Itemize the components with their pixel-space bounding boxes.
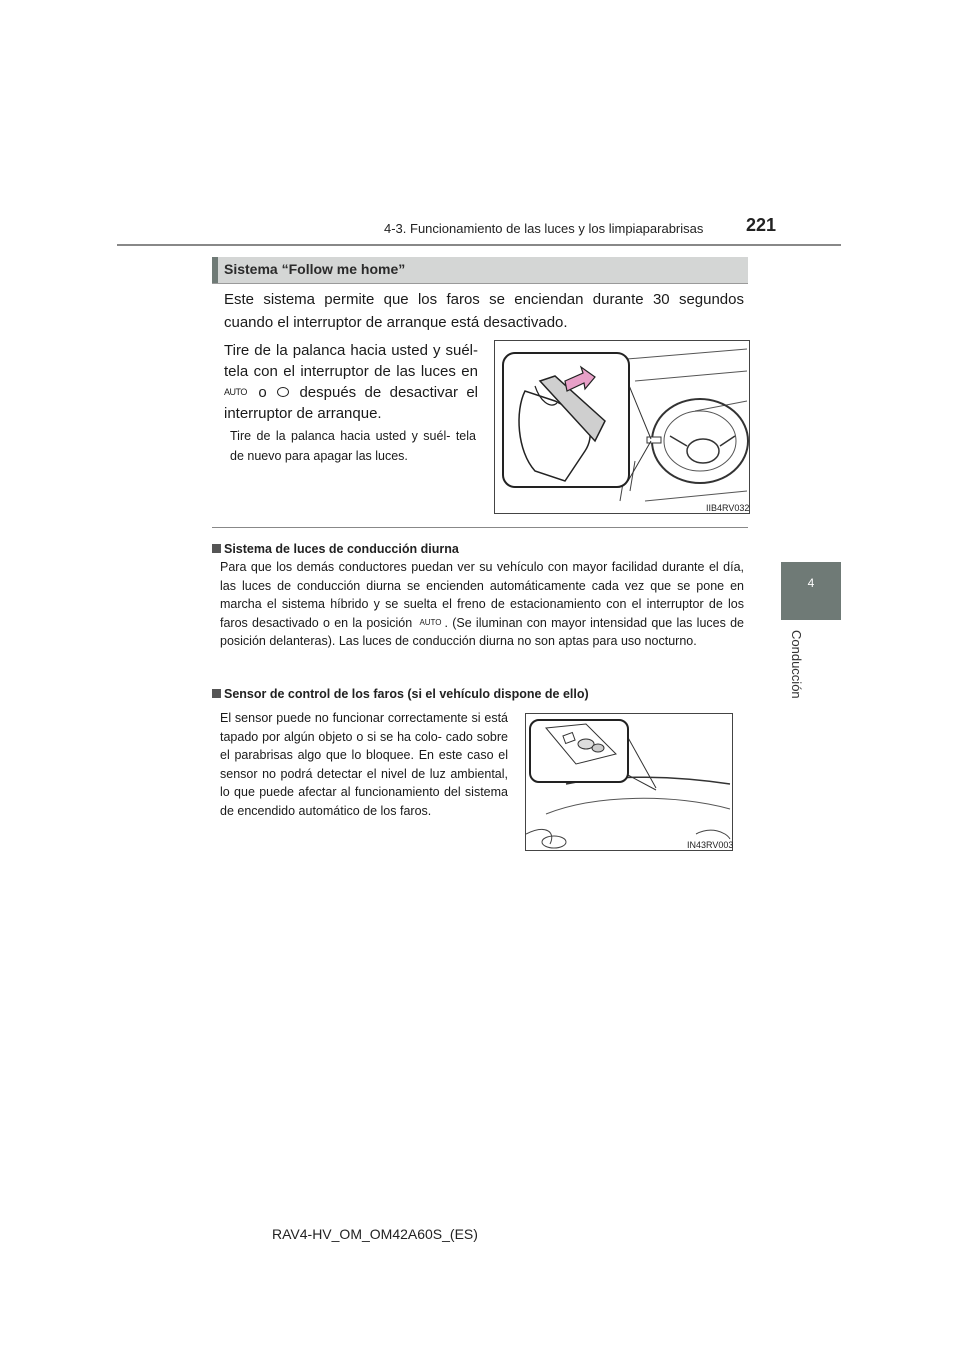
instruction-or: o bbox=[258, 384, 267, 401]
instruction-part2: después de desactivar el interruptor de arranque. bbox=[224, 384, 479, 422]
header-section-title: 4-3. Funcionamiento de las luces y los limpiaparabrisas bbox=[384, 221, 704, 236]
subsection-body-sensor: El sensor puede no funcionar correctamente si está tapado por algún objeto o si se ha colo- cado sobre el parabrisas algo que lo bloquee. En este caso el sensor no podrá detectar el nivel de luz ambiental, lo que puede afectar al funcionamiento del sistema de encendido automático de los faros. bbox=[220, 711, 508, 818]
sensor-illustration bbox=[525, 713, 733, 851]
section-intro: Este sistema permite que los faros se enciendan durante 30 segundos cuando el interruptor de arranque está desactivado. bbox=[224, 291, 744, 331]
section-divider bbox=[212, 527, 748, 528]
headlight-symbol-icon bbox=[277, 387, 289, 397]
section-note: Tire de la palanca hacia usted y suél- tela de nuevo para apagar las luces. bbox=[230, 429, 476, 463]
section-instruction bbox=[224, 340, 478, 424]
drl-text-part1: Para que los demás conductores puedan ver su vehículo con mayor facilidad durante el día, las luces de conducción diurna se encienden automáticamente cada vez que se pone en marcha el sistema híbrido y se suelta el freno de estacionamiento con el interruptor de los faros desactivado o en la posición bbox=[220, 560, 744, 630]
subsection-heading-sensor bbox=[212, 687, 589, 701]
chapter-side-label-text: Conducción bbox=[789, 630, 804, 699]
drl-text-part2: . (Se iluminan con mayor intensidad que las luces de posición delanteras). Las luces de conducción diurna no son aptas para uso nocturno. bbox=[220, 615, 744, 648]
chapter-tab-number: 4 bbox=[807, 576, 815, 590]
sensor-illustration-drawing bbox=[526, 714, 732, 850]
subsection-heading-sensor-text: Sensor de control de los faros (si el vehículo dispone de ello) bbox=[224, 687, 589, 701]
figure1-code: IIB4RV032 bbox=[706, 503, 750, 513]
instruction-part1: Tire de la palanca hacia usted y suél- tela con el interruptor de las luces en bbox=[224, 342, 478, 380]
figure2-code: IN43RV003 bbox=[687, 840, 734, 850]
footer-document-code: RAV4-HV_OM_OM42A60S_(ES) bbox=[272, 1226, 478, 1242]
page-number: 221 bbox=[746, 215, 777, 235]
subsection-body-drl bbox=[220, 558, 744, 651]
auto-symbol-icon: AUTO bbox=[224, 387, 247, 397]
section-title-bar bbox=[212, 257, 748, 284]
lever-illustration bbox=[494, 340, 750, 514]
chapter-side-label bbox=[790, 630, 806, 740]
auto-symbol-icon: AUTO bbox=[419, 617, 442, 627]
lever-illustration-drawing bbox=[495, 341, 749, 513]
heading-square-icon bbox=[212, 689, 221, 698]
chapter-tab bbox=[781, 562, 841, 620]
subsection-heading-drl bbox=[212, 542, 459, 556]
header-divider bbox=[117, 244, 841, 246]
section-title: Sistema “Follow me home” bbox=[224, 261, 406, 277]
heading-square-icon bbox=[212, 544, 221, 553]
subsection-heading-drl-text: Sistema de luces de conducción diurna bbox=[224, 542, 459, 556]
section-title-stripe bbox=[212, 257, 218, 283]
